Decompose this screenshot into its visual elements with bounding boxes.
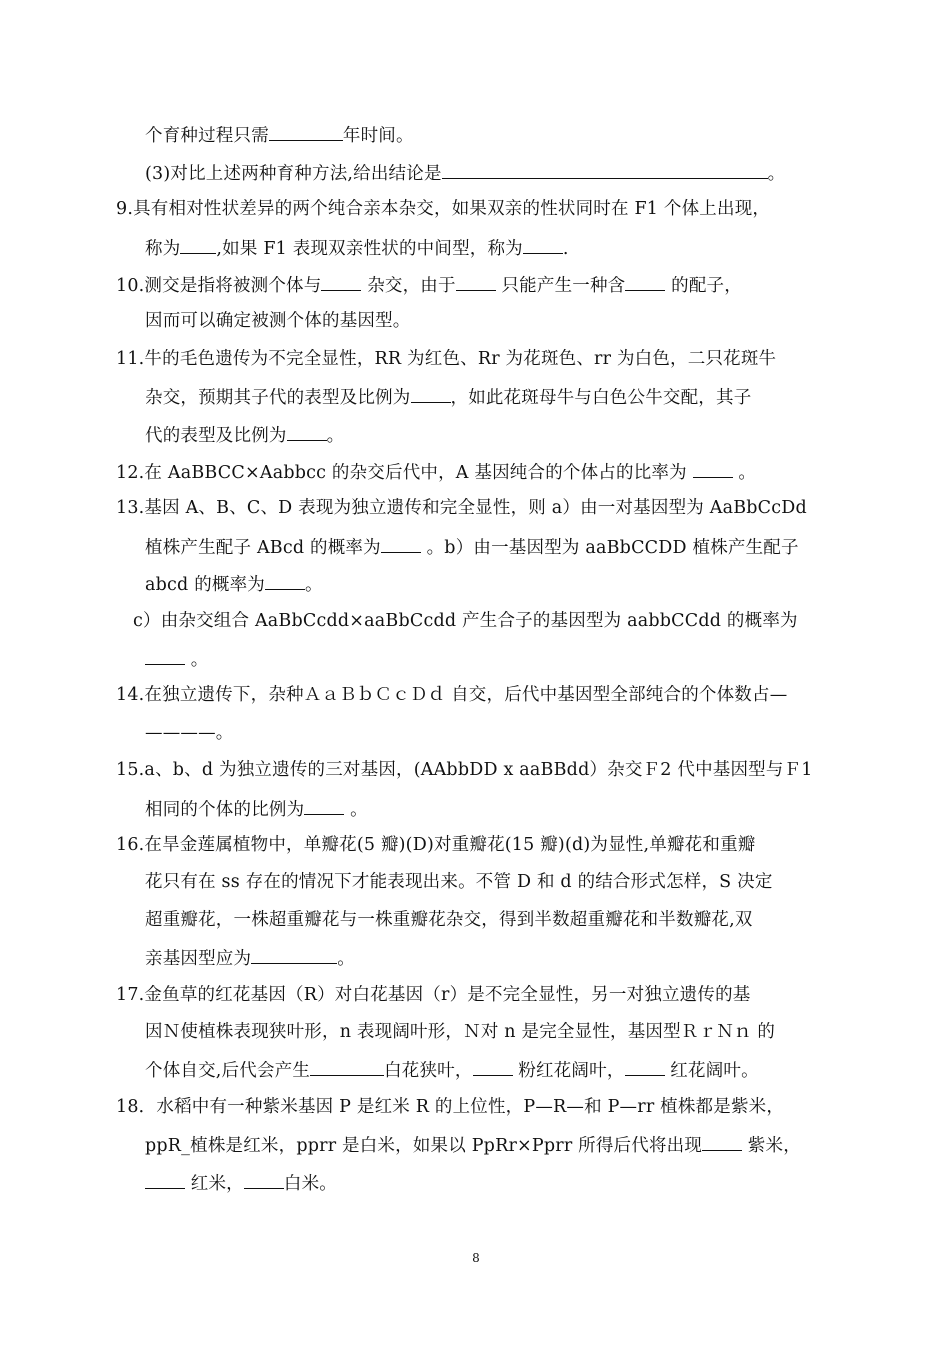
text-line: 亲基因型应为 。: [145, 945, 355, 971]
page-number: 8: [472, 1251, 480, 1265]
blank: [625, 1057, 665, 1076]
blank: [442, 160, 768, 179]
question-11: 11.牛的毛色遗传为不完全显性，RR 为红色、Rr 为花斑色、rr 为白色，二只花斑牛: [116, 349, 777, 369]
question-13c: c）由杂交组合 AaBbCcdd×aaBbCcdd 产生合子的基因型为 aabbCCdd 的概率为: [133, 611, 798, 631]
blank: [456, 272, 496, 291]
blank: [304, 796, 344, 815]
blank: [145, 646, 185, 665]
question-9: 9.具有相对性状差异的两个纯合亲本杂交，如果双亲的性状同时在 F1 个体上出现，: [116, 199, 771, 219]
blank: [381, 534, 421, 553]
blank: [702, 1132, 742, 1151]
question-15: 15.a、b、d 为独立遗传的三对基因，(AAbbDD x aaBBdd）杂交Ｆ2 代中基因型与Ｆ1: [116, 760, 813, 780]
blank: [321, 272, 361, 291]
text-line: 因而可以确定被测个体的基因型。: [145, 311, 411, 331]
blank: [625, 272, 665, 291]
question-18: 18．水稻中有一种紫米基因 P 是红米 R 的上位性，P—R—和 P—rr 植株都是紫米，: [116, 1097, 785, 1117]
blank: [523, 235, 563, 254]
blank: [269, 122, 343, 141]
text-line: 称为 ,如果 F1 表现双亲性状的中间型，称为 .: [145, 235, 569, 261]
text-line: (3)对比上述两种育种方法,给出结论是 。: [145, 160, 785, 186]
blank: [310, 1057, 384, 1076]
text-line: 植株产生配子 ABcd 的概率为 。b）由一基因型为 aaBbCCDD 植株产生配子: [145, 534, 799, 560]
text-line: 红米， 白米。: [145, 1170, 337, 1196]
blank: [287, 422, 327, 441]
question-16: 16.在旱金莲属植物中，单瓣花(5 瓣)(D)对重瓣花(15 瓣)(d)为显性,单瓣花和重瓣: [116, 835, 756, 855]
text-line: ————。: [145, 723, 234, 743]
blank: [693, 459, 733, 478]
blank: [251, 945, 337, 964]
text-line: 超重瓣花，一株超重瓣花与一株重瓣花杂交，得到半数超重瓣花和半数瓣花,双: [145, 910, 753, 930]
blank: [145, 1170, 185, 1189]
blank: [180, 235, 216, 254]
question-17: 17.金鱼草的红花基因（R）对白花基因（r）是不完全显性，另一对独立遗传的基: [116, 985, 751, 1005]
text-line: 。: [145, 646, 208, 672]
text-line: 因Ｎ使植株表现狭叶形，n 表现阔叶形，Ｎ对 n 是完全显性，基因型ＲｒＮｎ 的: [145, 1022, 776, 1042]
text-line: 个育种过程只需 年时间。: [145, 122, 414, 148]
text-line: 花只有在 ss 存在的情况下才能表现出来。不管 D 和 d 的结合形式怎样，S 决定: [145, 872, 773, 892]
blank: [473, 1057, 513, 1076]
question-14: 14.在独立遗传下，杂种ＡａＢｂＣｃＤｄ 自交，后代中基因型全部纯合的个体数占—: [116, 685, 788, 705]
blank: [411, 384, 451, 403]
text-line: ppR_植株是红米，pprr 是白米，如果以 PpRr×Pprr 所得后代将出现 紫米，: [145, 1132, 801, 1158]
question-13: 13.基因 A、B、C、D 表现为独立遗传和完全显性，则 a）由一对基因型为 AaBbCcDd: [116, 498, 807, 518]
text-line: 相同的个体的比例为 。: [145, 796, 368, 822]
text-line: 代的表型及比例为 。: [145, 422, 344, 448]
blank: [265, 571, 305, 590]
question-12: 12.在 AaBBCC×Aabbcc 的杂交后代中，A 基因纯合的个体占的比率为 。: [116, 459, 756, 485]
blank: [244, 1170, 284, 1189]
text-line: 杂交，预期其子代的表型及比例为 ，如此花斑母牛与白色公牛交配，其子: [145, 384, 751, 410]
text-line: abcd 的概率为 。: [145, 571, 323, 597]
text-line: 个体自交,后代会产生 白花狭叶， 粉红花阔叶， 红花阔叶。: [145, 1057, 759, 1083]
question-10: 10.测交是指将被测个体与 杂交，由于 只能产生一种含 的配子，: [116, 272, 742, 298]
